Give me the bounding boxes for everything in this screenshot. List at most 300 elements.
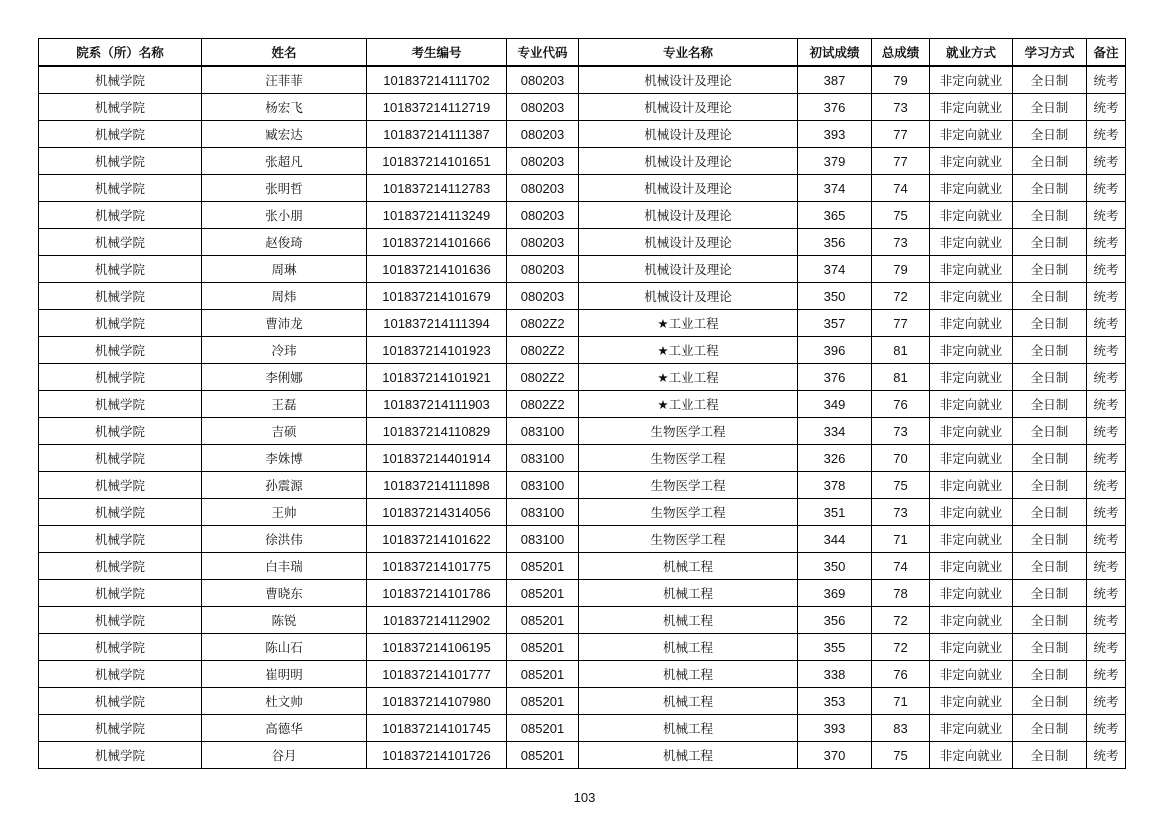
cell-initial-score: 344 <box>798 526 872 553</box>
cell-initial-score: 350 <box>798 283 872 310</box>
cell-initial-score: 393 <box>798 121 872 148</box>
cell-name: 杜文帅 <box>202 688 367 715</box>
cell-total-score: 77 <box>872 148 930 175</box>
cell-major-name: 机械工程 <box>579 742 798 769</box>
cell-remarks: 统考 <box>1087 148 1126 175</box>
cell-total-score: 78 <box>872 580 930 607</box>
cell-major-name: 机械设计及理论 <box>579 121 798 148</box>
cell-major-code: 080203 <box>507 175 579 202</box>
cell-major-code: 0802Z2 <box>507 364 579 391</box>
cell-employment-type: 非定向就业 <box>930 202 1013 229</box>
cell-total-score: 72 <box>872 283 930 310</box>
cell-study-mode: 全日制 <box>1013 175 1087 202</box>
cell-employment-type: 非定向就业 <box>930 310 1013 337</box>
cell-name: 汪菲菲 <box>202 66 367 94</box>
header-name: 姓名 <box>202 39 367 67</box>
cell-major-code: 0802Z2 <box>507 310 579 337</box>
cell-study-mode: 全日制 <box>1013 580 1087 607</box>
cell-remarks: 统考 <box>1087 66 1126 94</box>
cell-employment-type: 非定向就业 <box>930 148 1013 175</box>
cell-initial-score: 338 <box>798 661 872 688</box>
cell-major-code: 083100 <box>507 499 579 526</box>
cell-remarks: 统考 <box>1087 229 1126 256</box>
cell-department: 机械学院 <box>39 580 202 607</box>
cell-major-name: 机械设计及理论 <box>579 256 798 283</box>
cell-major-code: 085201 <box>507 634 579 661</box>
cell-total-score: 72 <box>872 607 930 634</box>
cell-study-mode: 全日制 <box>1013 121 1087 148</box>
cell-name: 曹晓东 <box>202 580 367 607</box>
table-row <box>39 472 1126 499</box>
table-row <box>39 283 1126 310</box>
cell-initial-score: 374 <box>798 175 872 202</box>
cell-major-name: 机械设计及理论 <box>579 283 798 310</box>
cell-remarks: 统考 <box>1087 283 1126 310</box>
table-row <box>39 202 1126 229</box>
cell-name: 曹沛龙 <box>202 310 367 337</box>
cell-total-score: 73 <box>872 229 930 256</box>
cell-major-code: 080203 <box>507 229 579 256</box>
cell-employment-type: 非定向就业 <box>930 499 1013 526</box>
cell-employment-type: 非定向就业 <box>930 337 1013 364</box>
cell-major-code: 085201 <box>507 553 579 580</box>
cell-candidate-id: 101837214101666 <box>367 229 507 256</box>
cell-study-mode: 全日制 <box>1013 445 1087 472</box>
cell-employment-type: 非定向就业 <box>930 553 1013 580</box>
cell-study-mode: 全日制 <box>1013 634 1087 661</box>
cell-major-code: 085201 <box>507 580 579 607</box>
cell-name: 周琳 <box>202 256 367 283</box>
cell-employment-type: 非定向就业 <box>930 634 1013 661</box>
header-major-name: 专业名称 <box>579 39 798 67</box>
cell-remarks: 统考 <box>1087 202 1126 229</box>
cell-study-mode: 全日制 <box>1013 418 1087 445</box>
cell-study-mode: 全日制 <box>1013 94 1087 121</box>
cell-candidate-id: 101837214111702 <box>367 66 507 94</box>
cell-department: 机械学院 <box>39 715 202 742</box>
cell-major-code: 085201 <box>507 607 579 634</box>
cell-major-name: 生物医学工程 <box>579 499 798 526</box>
cell-name: 陈锐 <box>202 607 367 634</box>
cell-candidate-id: 101837214113249 <box>367 202 507 229</box>
cell-employment-type: 非定向就业 <box>930 283 1013 310</box>
cell-candidate-id: 101837214106195 <box>367 634 507 661</box>
cell-name: 杨宏飞 <box>202 94 367 121</box>
cell-remarks: 统考 <box>1087 310 1126 337</box>
cell-remarks: 统考 <box>1087 445 1126 472</box>
cell-initial-score: 370 <box>798 742 872 769</box>
cell-remarks: 统考 <box>1087 715 1126 742</box>
cell-major-code: 083100 <box>507 418 579 445</box>
cell-department: 机械学院 <box>39 283 202 310</box>
header-total-score: 总成绩 <box>872 39 930 67</box>
cell-name: 徐洪伟 <box>202 526 367 553</box>
cell-total-score: 71 <box>872 526 930 553</box>
cell-major-name: ★工业工程 <box>579 364 798 391</box>
cell-candidate-id: 101837214101651 <box>367 148 507 175</box>
cell-major-name: 机械工程 <box>579 580 798 607</box>
cell-study-mode: 全日制 <box>1013 310 1087 337</box>
cell-department: 机械学院 <box>39 634 202 661</box>
cell-initial-score: 353 <box>798 688 872 715</box>
cell-candidate-id: 101837214112783 <box>367 175 507 202</box>
table-row <box>39 661 1126 688</box>
cell-remarks: 统考 <box>1087 472 1126 499</box>
cell-employment-type: 非定向就业 <box>930 607 1013 634</box>
cell-candidate-id: 101837214112902 <box>367 607 507 634</box>
cell-department: 机械学院 <box>39 418 202 445</box>
cell-major-name: ★工业工程 <box>579 391 798 418</box>
cell-major-name: 机械设计及理论 <box>579 94 798 121</box>
cell-initial-score: 374 <box>798 256 872 283</box>
cell-department: 机械学院 <box>39 661 202 688</box>
cell-initial-score: 356 <box>798 229 872 256</box>
cell-study-mode: 全日制 <box>1013 148 1087 175</box>
table-row <box>39 742 1126 769</box>
cell-remarks: 统考 <box>1087 121 1126 148</box>
cell-study-mode: 全日制 <box>1013 742 1087 769</box>
cell-major-code: 085201 <box>507 742 579 769</box>
cell-total-score: 76 <box>872 391 930 418</box>
cell-candidate-id: 101837214111898 <box>367 472 507 499</box>
table-row <box>39 715 1126 742</box>
header-employment-type: 就业方式 <box>930 39 1013 67</box>
cell-candidate-id: 101837214112719 <box>367 94 507 121</box>
header-study-mode: 学习方式 <box>1013 39 1087 67</box>
cell-major-name: 生物医学工程 <box>579 472 798 499</box>
cell-total-score: 81 <box>872 364 930 391</box>
cell-candidate-id: 101837214111903 <box>367 391 507 418</box>
cell-name: 王帅 <box>202 499 367 526</box>
cell-major-code: 080203 <box>507 121 579 148</box>
cell-major-code: 085201 <box>507 715 579 742</box>
cell-candidate-id: 101837214101775 <box>367 553 507 580</box>
cell-initial-score: 355 <box>798 634 872 661</box>
cell-remarks: 统考 <box>1087 256 1126 283</box>
table-row <box>39 337 1126 364</box>
cell-department: 机械学院 <box>39 121 202 148</box>
cell-initial-score: 349 <box>798 391 872 418</box>
cell-candidate-id: 101837214101786 <box>367 580 507 607</box>
table-row <box>39 175 1126 202</box>
table-row <box>39 310 1126 337</box>
cell-initial-score: 396 <box>798 337 872 364</box>
cell-initial-score: 356 <box>798 607 872 634</box>
cell-remarks: 统考 <box>1087 391 1126 418</box>
cell-employment-type: 非定向就业 <box>930 364 1013 391</box>
cell-major-name: 机械工程 <box>579 688 798 715</box>
cell-initial-score: 334 <box>798 418 872 445</box>
cell-major-name: ★工业工程 <box>579 337 798 364</box>
cell-department: 机械学院 <box>39 553 202 580</box>
cell-department: 机械学院 <box>39 391 202 418</box>
cell-major-code: 083100 <box>507 445 579 472</box>
cell-study-mode: 全日制 <box>1013 256 1087 283</box>
table-header-row <box>39 39 1126 67</box>
cell-remarks: 统考 <box>1087 580 1126 607</box>
cell-major-code: 080203 <box>507 94 579 121</box>
cell-initial-score: 369 <box>798 580 872 607</box>
cell-name: 崔明明 <box>202 661 367 688</box>
cell-remarks: 统考 <box>1087 418 1126 445</box>
cell-major-name: 机械工程 <box>579 634 798 661</box>
cell-initial-score: 376 <box>798 364 872 391</box>
table-row <box>39 634 1126 661</box>
cell-total-score: 73 <box>872 418 930 445</box>
cell-candidate-id: 101837214101636 <box>367 256 507 283</box>
cell-remarks: 统考 <box>1087 607 1126 634</box>
table-row <box>39 607 1126 634</box>
cell-employment-type: 非定向就业 <box>930 715 1013 742</box>
cell-department: 机械学院 <box>39 499 202 526</box>
cell-employment-type: 非定向就业 <box>930 742 1013 769</box>
cell-study-mode: 全日制 <box>1013 661 1087 688</box>
cell-name: 王磊 <box>202 391 367 418</box>
cell-department: 机械学院 <box>39 472 202 499</box>
cell-employment-type: 非定向就业 <box>930 175 1013 202</box>
cell-major-code: 080203 <box>507 66 579 94</box>
table-row <box>39 580 1126 607</box>
cell-department: 机械学院 <box>39 364 202 391</box>
header-candidate-id: 考生编号 <box>367 39 507 67</box>
cell-initial-score: 387 <box>798 66 872 94</box>
cell-major-name: 生物医学工程 <box>579 526 798 553</box>
cell-total-score: 77 <box>872 310 930 337</box>
table-row <box>39 391 1126 418</box>
cell-total-score: 74 <box>872 553 930 580</box>
cell-name: 陈山石 <box>202 634 367 661</box>
table-row <box>39 526 1126 553</box>
table-row <box>39 148 1126 175</box>
cell-name: 李俐娜 <box>202 364 367 391</box>
cell-candidate-id: 101837214101921 <box>367 364 507 391</box>
cell-major-name: 机械设计及理论 <box>579 66 798 94</box>
header-major-code: 专业代码 <box>507 39 579 67</box>
cell-initial-score: 379 <box>798 148 872 175</box>
cell-total-score: 83 <box>872 715 930 742</box>
cell-remarks: 统考 <box>1087 688 1126 715</box>
cell-remarks: 统考 <box>1087 175 1126 202</box>
cell-total-score: 75 <box>872 472 930 499</box>
cell-study-mode: 全日制 <box>1013 553 1087 580</box>
cell-remarks: 统考 <box>1087 526 1126 553</box>
cell-initial-score: 378 <box>798 472 872 499</box>
cell-initial-score: 357 <box>798 310 872 337</box>
cell-employment-type: 非定向就业 <box>930 472 1013 499</box>
header-initial-score: 初试成绩 <box>798 39 872 67</box>
cell-department: 机械学院 <box>39 256 202 283</box>
cell-employment-type: 非定向就业 <box>930 66 1013 94</box>
page-number: 103 <box>573 790 596 805</box>
cell-department: 机械学院 <box>39 607 202 634</box>
cell-department: 机械学院 <box>39 94 202 121</box>
cell-initial-score: 376 <box>798 94 872 121</box>
cell-major-name: 机械设计及理论 <box>579 202 798 229</box>
table-row <box>39 121 1126 148</box>
cell-candidate-id: 101837214110829 <box>367 418 507 445</box>
document-page <box>38 38 1125 769</box>
cell-major-name: 生物医学工程 <box>579 418 798 445</box>
cell-name: 张小朋 <box>202 202 367 229</box>
cell-remarks: 统考 <box>1087 499 1126 526</box>
cell-name: 高德华 <box>202 715 367 742</box>
table-row <box>39 94 1126 121</box>
cell-remarks: 统考 <box>1087 364 1126 391</box>
cell-study-mode: 全日制 <box>1013 472 1087 499</box>
cell-total-score: 79 <box>872 256 930 283</box>
cell-department: 机械学院 <box>39 688 202 715</box>
cell-major-code: 080203 <box>507 256 579 283</box>
cell-total-score: 76 <box>872 661 930 688</box>
table-row <box>39 553 1126 580</box>
cell-employment-type: 非定向就业 <box>930 418 1013 445</box>
cell-name: 冷玮 <box>202 337 367 364</box>
cell-study-mode: 全日制 <box>1013 688 1087 715</box>
cell-study-mode: 全日制 <box>1013 337 1087 364</box>
cell-major-name: 生物医学工程 <box>579 445 798 472</box>
cell-candidate-id: 101837214101679 <box>367 283 507 310</box>
cell-department: 机械学院 <box>39 337 202 364</box>
cell-name: 孙震源 <box>202 472 367 499</box>
table-row <box>39 256 1126 283</box>
cell-name: 臧宏达 <box>202 121 367 148</box>
cell-major-name: 机械设计及理论 <box>579 175 798 202</box>
cell-total-score: 75 <box>872 742 930 769</box>
table-row <box>39 66 1126 94</box>
cell-department: 机械学院 <box>39 66 202 94</box>
cell-total-score: 73 <box>872 499 930 526</box>
admission-table <box>38 38 1126 769</box>
cell-remarks: 统考 <box>1087 94 1126 121</box>
cell-department: 机械学院 <box>39 175 202 202</box>
cell-employment-type: 非定向就业 <box>930 688 1013 715</box>
cell-study-mode: 全日制 <box>1013 229 1087 256</box>
cell-department: 机械学院 <box>39 229 202 256</box>
cell-total-score: 73 <box>872 94 930 121</box>
cell-remarks: 统考 <box>1087 337 1126 364</box>
cell-total-score: 79 <box>872 66 930 94</box>
cell-total-score: 77 <box>872 121 930 148</box>
cell-department: 机械学院 <box>39 310 202 337</box>
cell-study-mode: 全日制 <box>1013 283 1087 310</box>
cell-name: 白丰瑞 <box>202 553 367 580</box>
table-row <box>39 364 1126 391</box>
cell-candidate-id: 101837214101622 <box>367 526 507 553</box>
cell-remarks: 统考 <box>1087 553 1126 580</box>
header-remarks: 备注 <box>1087 39 1126 67</box>
cell-total-score: 74 <box>872 175 930 202</box>
cell-study-mode: 全日制 <box>1013 715 1087 742</box>
cell-employment-type: 非定向就业 <box>930 526 1013 553</box>
cell-candidate-id: 101837214101726 <box>367 742 507 769</box>
table-row <box>39 418 1126 445</box>
cell-candidate-id: 101837214111387 <box>367 121 507 148</box>
cell-major-name: 机械设计及理论 <box>579 229 798 256</box>
cell-total-score: 70 <box>872 445 930 472</box>
cell-major-name: 机械工程 <box>579 553 798 580</box>
cell-total-score: 75 <box>872 202 930 229</box>
cell-total-score: 81 <box>872 337 930 364</box>
cell-major-code: 083100 <box>507 472 579 499</box>
cell-initial-score: 393 <box>798 715 872 742</box>
cell-initial-score: 350 <box>798 553 872 580</box>
cell-name: 李姝博 <box>202 445 367 472</box>
cell-department: 机械学院 <box>39 445 202 472</box>
cell-employment-type: 非定向就业 <box>930 121 1013 148</box>
cell-candidate-id: 101837214107980 <box>367 688 507 715</box>
table-row <box>39 229 1126 256</box>
cell-name: 谷月 <box>202 742 367 769</box>
cell-major-code: 085201 <box>507 688 579 715</box>
cell-total-score: 72 <box>872 634 930 661</box>
cell-candidate-id: 101837214101923 <box>367 337 507 364</box>
cell-department: 机械学院 <box>39 148 202 175</box>
cell-candidate-id: 101837214101745 <box>367 715 507 742</box>
cell-employment-type: 非定向就业 <box>930 391 1013 418</box>
cell-employment-type: 非定向就业 <box>930 580 1013 607</box>
cell-remarks: 统考 <box>1087 661 1126 688</box>
cell-name: 吉硕 <box>202 418 367 445</box>
cell-department: 机械学院 <box>39 742 202 769</box>
cell-major-name: 机械工程 <box>579 661 798 688</box>
cell-department: 机械学院 <box>39 526 202 553</box>
cell-employment-type: 非定向就业 <box>930 229 1013 256</box>
cell-major-name: 机械工程 <box>579 607 798 634</box>
cell-name: 张明哲 <box>202 175 367 202</box>
cell-employment-type: 非定向就业 <box>930 661 1013 688</box>
cell-study-mode: 全日制 <box>1013 526 1087 553</box>
cell-major-code: 0802Z2 <box>507 391 579 418</box>
cell-study-mode: 全日制 <box>1013 391 1087 418</box>
cell-name: 赵俊琦 <box>202 229 367 256</box>
cell-major-name: 机械工程 <box>579 715 798 742</box>
cell-department: 机械学院 <box>39 202 202 229</box>
cell-major-code: 080203 <box>507 148 579 175</box>
cell-remarks: 统考 <box>1087 742 1126 769</box>
cell-name: 张超凡 <box>202 148 367 175</box>
cell-major-code: 085201 <box>507 661 579 688</box>
cell-major-code: 080203 <box>507 202 579 229</box>
cell-total-score: 71 <box>872 688 930 715</box>
table-body <box>39 66 1126 769</box>
cell-major-name: ★工业工程 <box>579 310 798 337</box>
cell-study-mode: 全日制 <box>1013 202 1087 229</box>
cell-study-mode: 全日制 <box>1013 607 1087 634</box>
header-department: 院系（所）名称 <box>39 39 202 67</box>
cell-candidate-id: 101837214101777 <box>367 661 507 688</box>
cell-study-mode: 全日制 <box>1013 364 1087 391</box>
cell-employment-type: 非定向就业 <box>930 94 1013 121</box>
cell-employment-type: 非定向就业 <box>930 256 1013 283</box>
cell-initial-score: 365 <box>798 202 872 229</box>
cell-study-mode: 全日制 <box>1013 66 1087 94</box>
table-row <box>39 445 1126 472</box>
cell-name: 周炜 <box>202 283 367 310</box>
cell-employment-type: 非定向就业 <box>930 445 1013 472</box>
cell-major-name: 机械设计及理论 <box>579 148 798 175</box>
cell-major-code: 0802Z2 <box>507 337 579 364</box>
cell-study-mode: 全日制 <box>1013 499 1087 526</box>
cell-major-code: 080203 <box>507 283 579 310</box>
table-row <box>39 688 1126 715</box>
cell-major-code: 083100 <box>507 526 579 553</box>
cell-remarks: 统考 <box>1087 634 1126 661</box>
cell-candidate-id: 101837214314056 <box>367 499 507 526</box>
table-row <box>39 499 1126 526</box>
cell-initial-score: 351 <box>798 499 872 526</box>
cell-candidate-id: 101837214401914 <box>367 445 507 472</box>
cell-initial-score: 326 <box>798 445 872 472</box>
